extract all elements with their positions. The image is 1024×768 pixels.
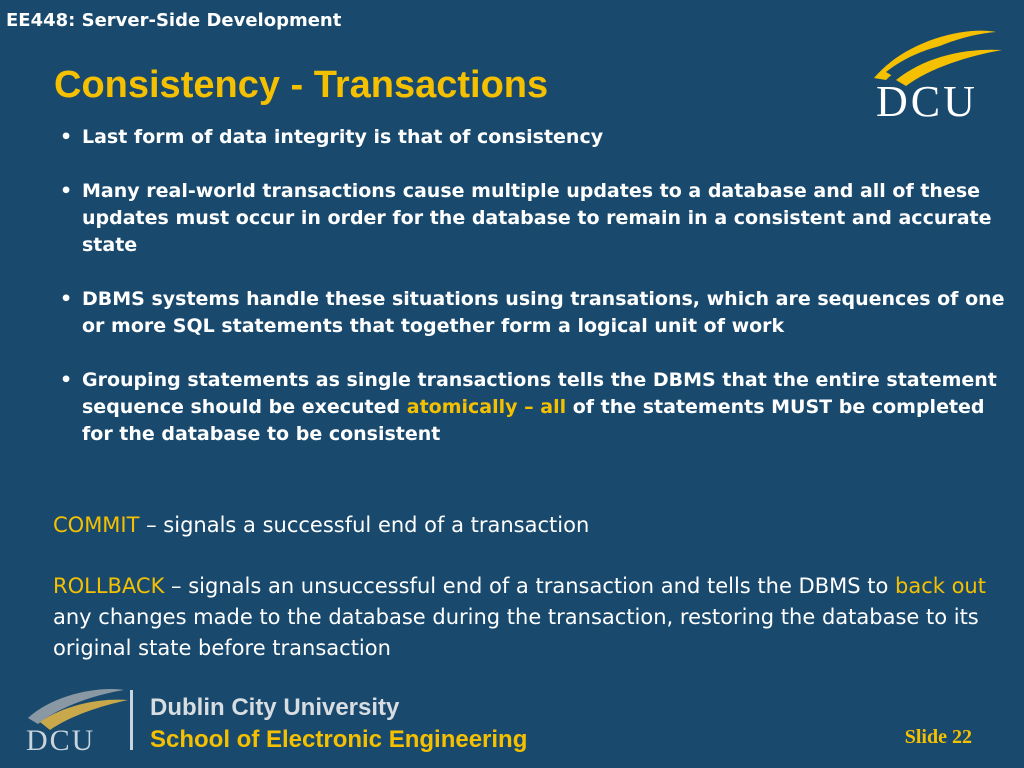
- footer-institution: [150, 692, 527, 756]
- bullet-marker: •: [60, 369, 73, 391]
- bullet-highlight: atomically – all: [406, 396, 567, 418]
- rollback-text-tail: any changes made to the database during the transaction, restoring the database to its original state before transaction: [53, 605, 979, 660]
- course-title: EE448: Server-Side Development: [6, 10, 342, 31]
- definitions: [53, 510, 1013, 694]
- bullet-text: Grouping statements as single transactions tells the DBMS that the entire statement sequence should be executed: [82, 369, 997, 418]
- dcu-footer-logo-icon: [20, 684, 130, 756]
- bullet-marker: •: [60, 126, 73, 148]
- bullet-item: [60, 178, 1010, 259]
- school-name: School of Electronic Engineering: [150, 726, 528, 753]
- bullet-item: [60, 286, 1010, 340]
- commit-keyword: COMMIT: [53, 513, 140, 537]
- bullet-marker: •: [60, 288, 73, 310]
- university-name: Dublin City University: [150, 694, 400, 721]
- rollback-definition: [53, 571, 1013, 664]
- bullet-item: [60, 124, 1010, 151]
- commit-text: – signals a successful end of a transaction: [139, 513, 590, 537]
- bullet-marker: •: [60, 180, 73, 202]
- svg-text:DCU: DCU: [26, 724, 96, 756]
- bullet-list: [60, 124, 1010, 475]
- bullet-text: DBMS systems handle these situations using transations, which are sequences of one or more SQL statements that together form a logical unit of work: [82, 288, 1005, 337]
- slide-title: Consistency - Transactions: [54, 64, 549, 106]
- footer-divider: [130, 690, 133, 750]
- commit-definition: [53, 510, 1013, 541]
- bullet-text: Many real-world transactions cause multiple updates to a database and all of these updates must occur in order for the database to remain in a consistent and accurate state: [82, 180, 992, 256]
- bullet-item: [60, 367, 1010, 448]
- rollback-highlight: back out: [895, 574, 986, 598]
- rollback-keyword: ROLLBACK: [53, 574, 165, 598]
- slide-number: Slide 22: [904, 726, 972, 748]
- rollback-text: – signals an unsuccessful end of a transaction and tells the DBMS to: [164, 574, 895, 598]
- bullet-text: Last form of data integrity is that of consistency: [82, 126, 604, 148]
- bullet-text-tail: of the statements MUST be completed for the database to be consistent: [82, 396, 985, 445]
- svg-text:DCU: DCU: [876, 77, 978, 126]
- dcu-logo-icon: [856, 20, 1004, 130]
